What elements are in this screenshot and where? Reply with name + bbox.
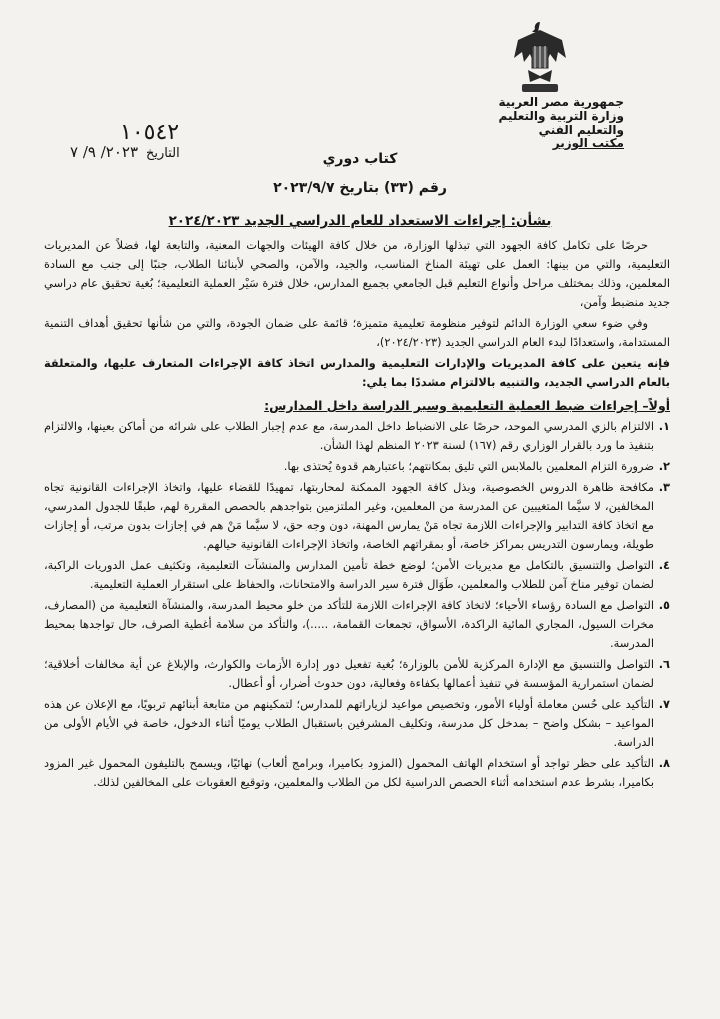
list-item <box>44 754 670 792</box>
document-subject: بشأن: إجراءات الاستعداد للعام الدراسي الجديد ٢٠٢٤/٢٠٢٣ <box>168 213 552 229</box>
date-label: التاريخ <box>146 146 180 161</box>
list-item <box>44 457 670 476</box>
office-name: مكتب الوزير <box>552 136 624 151</box>
item-number: ٦. <box>658 657 670 671</box>
item-text: التواصل والتنسيق مع الإدارة المركزية للأمن بالوزارة؛ بُغية تفعيل دور إدارة الأزمات والكوارث، والإبلاغ عن أية مخالفات أخلاقية؛ لضمان استمرارية المؤسسة في تنفيذ أعمالها بكفاءة وفعالية، دون حدوث أضرار، أو أعطال. <box>44 657 654 690</box>
serial-number: ١٠٥٤٢ <box>120 120 180 145</box>
ministry-header <box>474 96 624 151</box>
item-number: ٨. <box>658 756 670 770</box>
list-item <box>44 695 670 752</box>
egypt-eagle-emblem-icon <box>510 18 570 96</box>
item-number: ٢. <box>658 459 670 473</box>
item-text: التأكيد على حُسن معاملة أولياء الأمور، وتخصيص مواعيد لزياراتهم للمدارس؛ لتمكينهم من متابعة أبنائهم تربويًا، مع الإعلان عن هذه المواعيد – بشكل واضح – بمدخل كل مدرسة، وتكليف المشرفين باستقبال الطلاب يوميًا أثناء الدخول، خاصة في الأيام الأولى من الدراسة. <box>44 697 654 749</box>
list-item <box>44 596 670 653</box>
list-item <box>44 556 670 594</box>
item-number: ٤. <box>658 558 670 572</box>
list-item <box>44 478 670 554</box>
item-number: ٥. <box>658 598 670 612</box>
list-item <box>44 655 670 693</box>
item-text: التواصل مع السادة رؤساء الأحياء؛ لاتخاذ كافة الإجراءات اللازمة للتأكد من خلو محيط المدرسة، والمنشآة التعليمية من (المصارف، مخرات السيول، المجاري المائية الراكدة، الأسواق، تجمعات القمامة، .....)، والتأكد من سلامة أغطية الصرف، حال تواجدها بمحيط المدرسة. <box>44 598 654 650</box>
date-value: ٢٠٢٣/ ٩/ ٧ <box>70 143 139 161</box>
ministry-name: وزارة التربية والتعليم والتعليم الفني <box>498 108 624 137</box>
paragraph: وفي ضوء سعي الوزارة الدائم لتوفير منظومة تعليمية متميزة؛ قائمة على ضمان الجودة، والتي من شأنها تحقيق أهداف التنمية المستدامة، واستعدادًا لبدء العام الدراسي الجديد (٢٠٢٤/٢٠٢٣)، <box>44 316 670 349</box>
item-number: ٣. <box>658 480 670 494</box>
item-text: مكافحة ظاهرة الدروس الخصوصية، وبذل كافة الجهود الممكنة لمحاربتها، تمهيدًا للقضاء عليها، واتخاذ الإجراءات القانونية تجاه المخالفين، لا سيَّما المتغيبين عن المدرسة من المعلمين، وغير الملتزمين بتواجدهم بالحصص المقررة لهم، طبقًا للجدول المدرسي، مع اتخاذ كافة التدابير والإجراءات اللازمة تجاه مَنْ يمارس المهنة، دون وجه حق، لا سيَّما مَنْ هم في إجازات بدون مرتب، أو إجازات طويلة، ويمارسون التدريس بمراكز خاصة، أو بمقراتهم الخاصة، واتخاذ الإجراءات القانونية حيالهم. <box>44 480 654 551</box>
item-number: ١. <box>658 419 670 433</box>
document-type: كتاب دوري <box>322 151 398 167</box>
document-number: رقم (٣٣) بتاريخ ٢٠٢٣/٩/٧ <box>273 180 447 196</box>
item-number: ٧. <box>658 697 670 711</box>
paragraph: حرصًا على تكامل كافة الجهود التي تبذلها الوزارة، من خلال كافة الهيئات والجهات المعنية، والتابعة لها، فضلاً عن المديريات التعليمية، والتي من بينها: العمل على تهيئة المناخ المناسب، والجيد، والآمن، والصحي لأبنائنا الطلاب، جنبًا إلى جنب مع السادة المعلمين، وذلك بمختلف مراحل وأنواع التعليم قبل الجامعي بجميع المدارس، خلال فترة سَيْر العملية التعليمية؛ بُغية تحقيق عام دراسي جديد منضبط وآمن، <box>44 238 670 309</box>
item-text: التواصل والتنسيق بالتكامل مع مديريات الأمن؛ لوضع خطة تأمين المدارس والمنشآت التعليمية، وتكثيف عمل الدوريات الراكبة، لضمان توفير مناخ آمن للطلاب والمعلمين، طَوَال فترة سير الدراسة والامتحانات، والحفاظ على استقرار العملية التعليمية. <box>44 558 654 591</box>
requirements-list <box>44 417 670 792</box>
item-text: التأكيد على حظر تواجد أو استخدام الهاتف المحمول (المزود بكاميرا، وبرامج ألعاب) نهائيًا، ويسمح بالتليفون المحمول غير المزود بكاميرا، بشرط عدم استخدامه أثناء الحصص الدراسية لكل من الطلاب والمعلمين، وتوقيع العقوبات على المخالفين لذلك. <box>44 756 654 789</box>
item-text: ضرورة التزام المعلمين بالملابس التي تليق بمكانتهم؛ باعتبارهم قدوة يُحتذى بها. <box>283 459 654 473</box>
list-item <box>44 417 670 455</box>
section-title: أولاً– إجراءات ضبط العملية التعليمية وسير الدراسة داخل المدارس: <box>264 398 670 413</box>
emphasis-paragraph: فإنه يتعين على كافة المديريات والإدارات التعليمية والمدارس اتخاذ كافة الإجراءات المتعارف عليها، والمتعلقة بالعام الدراسي الجديد، والتنبيه بالالتزام مشددًا بما يلي: <box>44 356 670 389</box>
country-name: جمهورية مصر العربية <box>498 95 624 109</box>
item-text: الالتزام بالزي المدرسي الموحد، حرصًا على الانضباط داخل المدرسة، مع عدم إجبار الطلاب على شرائه من أماكن بعينها، والالتزام بتنفيذ ما ورد بالقرار الوزاري رقم (١٦٧) لسنة ٢٠٢٣ المنظم لهذا الشأن. <box>44 419 654 452</box>
document-body <box>44 236 670 794</box>
